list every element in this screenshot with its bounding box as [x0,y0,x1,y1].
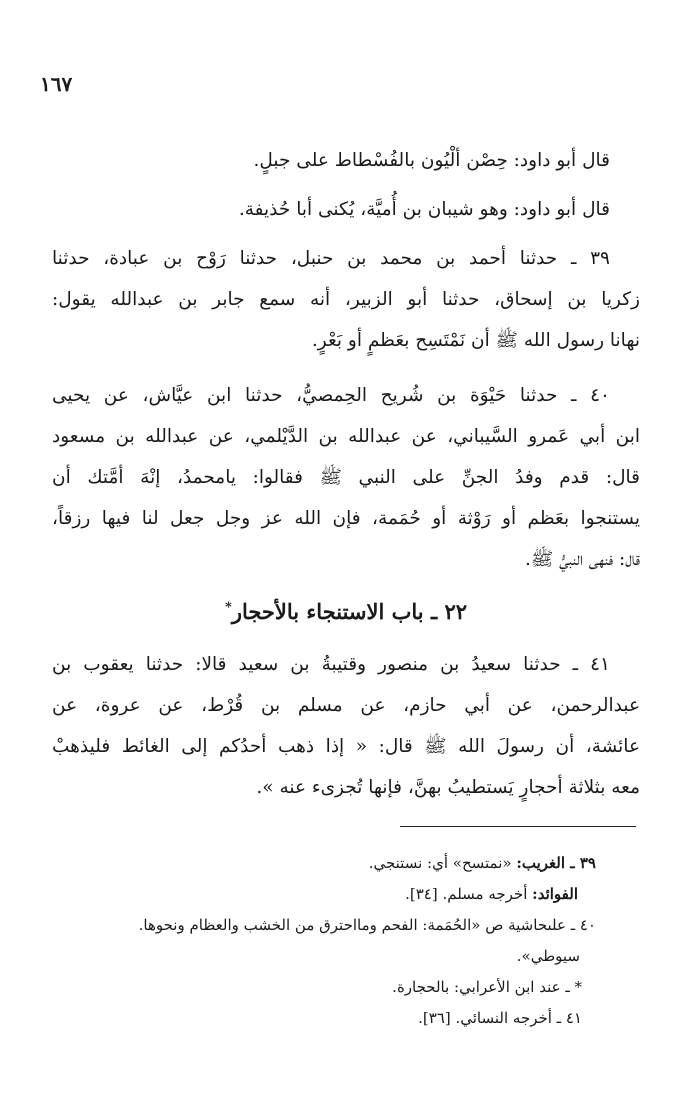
hadith-39-line: زكريا بن إسحاق، حدثنا أبو الزبير، أنه سمع جابر بن عبدالله يقول: [52,289,640,310]
hadith-40-line: يستنجوا بعَظم أو رَوْثة أو حُمَمة، فإن الله عز وجل جعل لنا فيها رزقاً، [52,508,640,529]
hadith-41-line: عبدالرحمن، عن أبي حازم، عن مسلم بن قُرْط، عن عروة، عن [52,695,640,716]
page-number: ١٦٧ [40,72,73,96]
chapter-title-text: ٢٢ ـ باب الاستنجاء بالأحجار [231,599,467,624]
hadith-40-line: ٤٠ ـ حدثنا حَيْوَة بن شُريح الحِمصيُّ، حدثنا ابن عيَّاش، عن يحيى [52,385,610,406]
hadith-40 [52,375,640,580]
footnote-39b-text: أخرجه مسلم. [٣٤]. [405,885,528,903]
footnote-41: ٤١ ـ أخرجه النسائي. [٣٦]. [418,1009,582,1027]
footnote-40-continued: سيوطي». [516,947,580,965]
hadith-39 [52,238,640,361]
hadith-40-line: قال: قدم وفدُ الجنِّ على النبي ﷺ فقالوا: يامحمدُ، إنْهَ أمَّتك أن [52,467,640,488]
hadith-39-line: ٣٩ ـ حدثنا أحمد بن محمد بن حنبل، حدثنا رَوْح بن عبادة، حدثنا [52,248,610,269]
footnote-39 [40,848,640,879]
hadith-39-line: نهانا رسول الله ﷺ أن نَمْتَسِح بعَظمٍ أو بَعْرٍ. [311,330,640,351]
main-text [52,140,640,808]
hadith-41-line: عائشة، أن رسولَ الله ﷺ قال: « إذا ذهب أحدُكم إلى الغائط فليذهبْ [52,736,640,757]
hadith-41-line: معه بثلاثة أحجارٍ يَستطيبُ بهنَّ، فإنها تُجزىء عنه ». [256,777,640,798]
footnote-39-text: «نمتسح» أي: نستنجي. [368,854,512,872]
footnote-star: * ـ عند ابن الأعرابي: بالحجارة. [392,978,582,996]
chapter-title [52,586,640,634]
abu-dawud-note-1: قال أبو داود: حِصْن ألْيُون بالفُسْطاط على جبلٍ. [253,150,610,171]
hadith-41-line: ٤١ ـ حدثنا سعيدُ بن منصور وقتيبةُ بن سعيد قالا: حدثنا يعقوب بن [52,654,610,675]
footnote-39-benefits [40,879,640,910]
hadith-40-line: قال: فنهى النبيُّ ﷺ. [524,549,640,570]
hadith-41 [52,644,640,808]
footnote-39-label: ٣٩ ـ الغريب: [516,854,596,872]
abu-dawud-note-2: قال أبو داود: وهو شيبان بن أُميَّة، يُكنى أبا حُذيفة. [238,199,610,220]
footnote-39b-label: الفوائد: [532,885,578,903]
footnotes [40,848,640,1034]
chapter-footnote-marker: * [225,600,232,615]
footnote-40: ٤٠ ـ علىحاشية ص «الحُمَمة: الفحم ومااحترق من الخشب والعظام ونحوها. [138,916,596,934]
hadith-40-line: ابن أبي عَمرو السَّيباني، عن عبدالله بن الدَّيْلمي، عن عبدالله بن مسعود [52,426,640,447]
footnote-divider [400,826,636,827]
